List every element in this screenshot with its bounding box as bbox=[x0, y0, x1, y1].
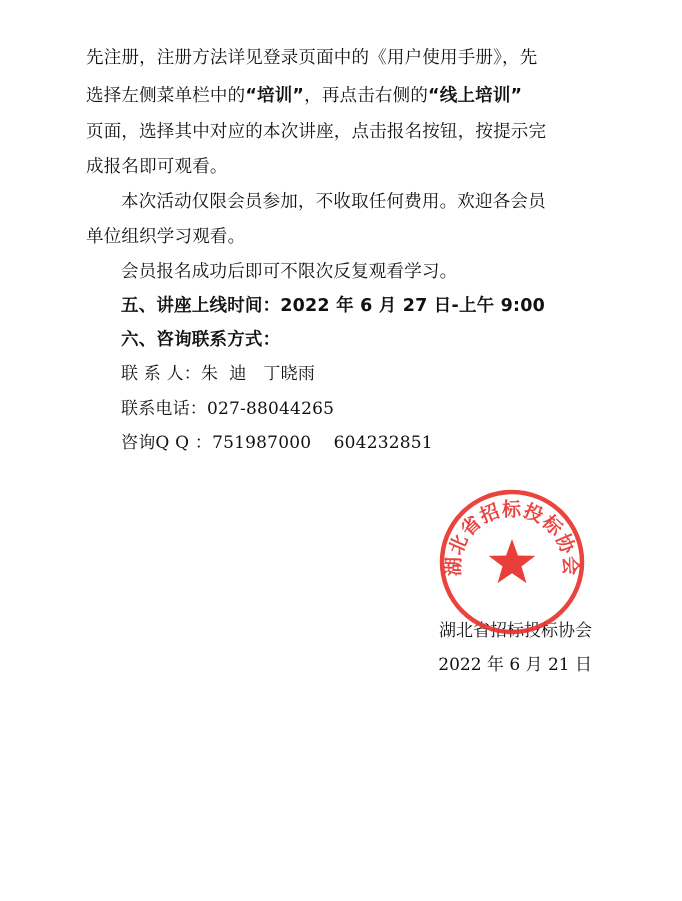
svg-text:湖北省招标投标协会: 湖北省招标投标协会 bbox=[442, 498, 582, 577]
body-text: 先注册，注册方法详见登录页面中的《用户使用手册》，先 bbox=[86, 48, 538, 68]
paragraph-line bbox=[86, 120, 594, 144]
signature-organization: 湖北省招标投标协会 bbox=[439, 621, 592, 641]
contact-person-row bbox=[121, 362, 629, 386]
signature-date: 2022 年 6 月 21 日 bbox=[438, 655, 592, 675]
contact-phone-label: 联系电话： bbox=[121, 399, 207, 419]
paragraph-line bbox=[86, 225, 594, 249]
paragraph-line bbox=[86, 155, 594, 179]
contact-person-label: 联 系 人： bbox=[121, 364, 202, 384]
body-text: 页面，选择其中对应的本次讲座，点击报名按钮，按提示完 bbox=[86, 122, 547, 142]
section-heading-contact bbox=[121, 328, 629, 352]
contact-phone-value: 027-88044265 bbox=[207, 399, 335, 419]
seal-star-icon bbox=[489, 539, 536, 583]
paragraph-line bbox=[86, 84, 594, 108]
body-text: 本次活动仅限会员参加，不收取任何费用。欢迎各会员 bbox=[121, 192, 546, 212]
section-six-text: 六、咨询联系方式： bbox=[121, 330, 281, 350]
section-five-text: 五、讲座上线时间：2022 年 6 月 27 日-上午 9:00 bbox=[121, 296, 545, 316]
body-text: 单位组织学习观看。 bbox=[86, 227, 246, 247]
bold-term-online-training: “线上培训” bbox=[428, 86, 523, 106]
contact-person-names: 朱 迪 丁晓雨 bbox=[201, 364, 316, 384]
section-heading-time bbox=[121, 294, 629, 318]
paragraph-line bbox=[121, 260, 629, 284]
bold-term-training: “培训” bbox=[245, 86, 305, 106]
paragraph-line bbox=[86, 46, 594, 70]
contact-qq-row bbox=[121, 431, 629, 455]
body-text: 选择左侧菜单栏中的 bbox=[86, 86, 246, 106]
paragraph-line bbox=[121, 190, 629, 214]
body-text: 成报名即可观看。 bbox=[86, 157, 228, 177]
contact-qq-label: 咨询Q Q ： bbox=[121, 433, 213, 453]
official-seal-stamp bbox=[437, 487, 587, 637]
contact-qq-value: 751987000 604232851 bbox=[212, 433, 433, 453]
body-text: 会员报名成功后即可不限次反复观看学习。 bbox=[121, 262, 458, 282]
contact-phone-row bbox=[121, 397, 629, 421]
body-text: ，再点击右侧的 bbox=[304, 86, 429, 106]
